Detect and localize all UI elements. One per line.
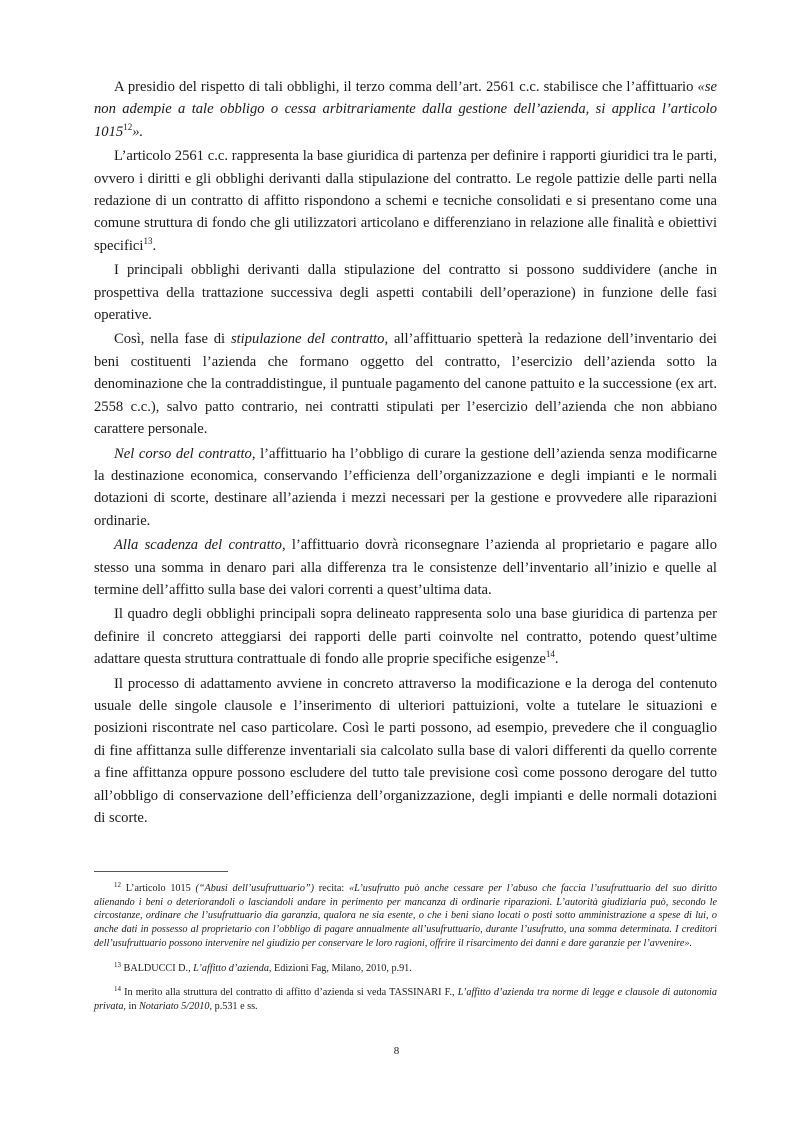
paragraph-text: L’articolo 2561 c.c. rappresenta la base giuridica di partenza per definire i rapporti giuridici tra le parti, ovvero i diritti e gli obblighi derivanti dalla stipulazione del contratto. Le regole pattizie delle parti nella redazione di un contratto di affitto rispondono a schemi e tecniche consolidati e si presentano come una comune struttura di fondo che gli utilizzatori articolano e differenziano in relazione alle finalità e obiettivi specifici	[94, 148, 717, 254]
footnote-text: p.531 e ss.	[212, 1000, 258, 1012]
footnote-ref-14[interactable]: 14	[545, 649, 555, 660]
footnote-ref-12[interactable]: 12	[123, 121, 133, 132]
italic-quote-end: ».	[132, 123, 144, 140]
paragraph-4	[94, 328, 717, 440]
footnote-13	[94, 962, 717, 976]
footnote-italic-title: (“Abusi dell’usufruttuario”)	[195, 883, 315, 894]
paragraph-8	[94, 673, 717, 830]
body-text	[94, 76, 717, 831]
footnote-text: L’articolo 1015	[121, 883, 196, 894]
footnote-number: 13	[114, 960, 121, 969]
paragraph-text-rest: all’affittuario spetterà la redazione dell’inventario dei beni costituenti l’azienda che formano oggetto del contratto, l’esercizio dell’azienda sotto la denominazione che la contraddistingue, il puntuale pagamento del canone pattuito e la successione (ex art. 2558 c.c.), salvo patto contrario, nei contratti stipulati per l’esercizio dell’azienda che non abbiano carattere personale.	[94, 331, 717, 438]
footnote-italic-title: L’affitto d’azienda tra norme di legge e clausole di autonomia privata,	[94, 987, 717, 1012]
paragraph-text-rest: l’affittuario dovrà riconsegnare l’azienda al proprietario e pagare allo stesso una somma in denaro pari alla differenza tra le consistenze dell’inventario all’inizio e quelle al termine dell’affitto sulla base dei valori correnti a quest’ultima data.	[94, 537, 717, 598]
paragraph-text-end: .	[554, 651, 559, 668]
paragraph-text: Il quadro degli obblighi principali sopra delineato rappresenta solo una base giuridica di partenza per definire il concreto atteggiarsi dei rapporti delle parti coinvolte nel contratto, potendo quest’ultime adattare questa struttura contrattuale di fondo alle proprie specifiche esigenze	[94, 606, 717, 668]
footnote-text: in	[125, 1000, 140, 1012]
paragraph-text: Il processo di adattamento avviene in concreto attraverso la modificazione e la deroga del contenuto usuale delle singole clausole e l’inserimento di ulteriori pattuizioni, volte a tutelare le situazioni e posizioni riscontrate nel caso particolare. Così le parti possono, ad esempio, prevedere che il conguaglio di fine affittanza sulle differenze inventariali sia calcolato sulla base di valori differenti da quello corrente a fine affittanza oppure possono escludere del tutto tale previsione così come possono derogare del tutto all’obbligo di conservazione dell’efficienza dell’organizzazione, degli impianti e delle normali dotazioni di scorte.	[94, 675, 717, 826]
footnote-12	[94, 882, 717, 951]
paragraph-7	[94, 603, 717, 670]
footnote-text: Edizioni Fag, Milano, 2010, p.91.	[271, 962, 412, 974]
paragraph-text-rest: , l’affittuario ha l’obbligo di curare la gestione dell’azienda senza modificarne la destinazione economica, conservando l’efficienza dell’organizzazione e degli impianti e le normali dotazioni di scorte, destinare all’azienda i mezzi necessari per la gestione e provvedere alle riparazioni ordinarie.	[94, 445, 718, 529]
paragraph-text: Così, nella fase di	[114, 331, 231, 348]
footnote-italic-quote: «L’usufrutto può anche cessare per l’abuso che faccia l’usufruttuario del suo diritto alienando i beni o deteriorandoli o lasciandoli andare in perimento per mancanza di ordinarie riparazioni. L’autorità giudiziaria può, secondo le circostanze, ordinare che l’usufruttuario dia garanzia, qualora ne sia esente, o che i beni siano locati o posti sotto amministrazione a spese di lui, o anche dati in possesso al proprietario con l’obbligo di pagare annualmente all’usufruttuario, durante l’usufrutto, una somma determinata. I creditori dell’usufruttuario possono intervenire nel giudizio per conservare le loro ragioni, offrire il risarcimento dei danni e dare garanzie per l’avvenire».	[94, 883, 718, 949]
paragraph-6	[94, 534, 717, 601]
italic-quote: «se non adempie a tale obbligo o cessa arbitrariamente dalla gestione dell’azienda, si applica l’articolo 1015	[94, 79, 717, 140]
paragraph-1	[94, 76, 717, 143]
footnote-number: 12	[114, 881, 121, 889]
paragraph-5	[94, 443, 717, 533]
paragraph-2	[94, 145, 717, 257]
italic-phrase: Nel corso del contratto	[114, 445, 252, 462]
footnote-italic-journal: Notariato 5/2010,	[139, 1000, 213, 1012]
footnote-text: recita:	[314, 883, 349, 894]
paragraph-text-end: .	[152, 237, 157, 254]
italic-phrase: stipulazione del contratto,	[230, 331, 389, 348]
footnote-text: BALDUCCI D.,	[121, 962, 194, 974]
footnotes	[94, 882, 717, 1025]
footnote-italic-title: L’affitto d’azienda,	[193, 962, 272, 974]
paragraph-text: I principali obblighi derivanti dalla stipulazione del contratto si possono suddividere (anche in prospettiva della trattazione successiva degli aspetti contabili dell’operazione) in funzione delle fasi operative.	[94, 262, 717, 324]
footnote-text: In merito alla struttura del contratto di affitto d’azienda si veda TASSINARI F.,	[121, 987, 458, 999]
italic-phrase: Alla scadenza del contratto,	[114, 537, 286, 554]
footnote-number: 14	[114, 985, 121, 994]
footnote-ref-13[interactable]: 13	[143, 235, 153, 246]
page-number: 8	[393, 1045, 400, 1057]
footnote-14	[94, 986, 717, 1013]
footnote-separator	[94, 871, 228, 872]
paragraph-text: A presidio del rispetto di tali obblighi, il terzo comma dell’art. 2561 c.c. stabilisce che l’affittuario	[114, 79, 698, 95]
paragraph-3	[94, 259, 717, 326]
